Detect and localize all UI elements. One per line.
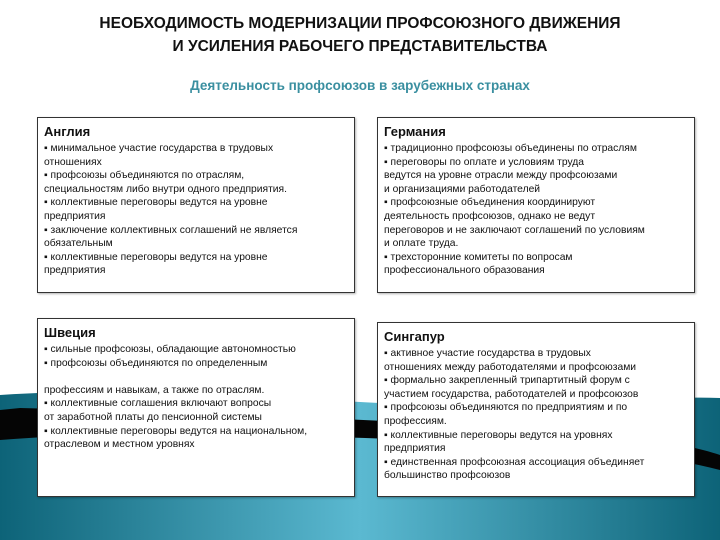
country-text: ▪ активное участие государства в трудовых отношениях между работодателями и профсоюзами ▪ формально закрепленный трипартитный форум с участием государства, работодателей и профсоюзов ▪ профсоюзы объединяются по предприятиям и по профессиям. ▪ коллективные переговоры ведутся на уровнях предприятия ▪ единственная профсоюзная ассоциация объединяет большинство профсоюзов [384, 348, 645, 482]
country-box-england [37, 117, 355, 293]
country-text: ▪ сильные профсоюзы, обладающие автономностью ▪ профсоюзы объединяются по определенным профессиям и навыкам, а также по отраслям. ▪ коллективные соглашения включают вопросы от заработной платы до пенсионной системы ▪ коллективные переговоры ведутся на национальном, отраслевом и местном уровнях [44, 344, 308, 451]
country-box-germany [377, 117, 695, 293]
slide-title: НЕОБХОДИМОСТЬ МОДЕРНИЗАЦИИ ПРОФСОЮЗНОГО ДВИЖЕНИЯ И УСИЛЕНИЯ РАБОЧЕГО ПРЕДСТАВИТЕЛЬСТВА [99, 15, 621, 55]
country-name: Германия [384, 124, 446, 139]
country-text: ▪ традиционно профсоюзы объединены по отраслям ▪ переговоры по оплате и условиям труда ведутся на уровне отрасли между профсоюзами и организациями работодателей ▪ профсоюзные объединения координируют деятельность профсоюзов, однако не ведут переговоров и не заключают соглашений по условиям и оплате труда. ▪ трехсторонние комитеты по вопросам профессионального образования [384, 143, 645, 277]
country-box-sweden [37, 318, 355, 497]
country-name: Швеция [44, 325, 96, 340]
slide-subtitle: Деятельность профсоюзов в зарубежных странах [190, 78, 530, 93]
country-name: Сингапур [384, 329, 445, 344]
country-name: Англия [44, 124, 91, 139]
country-box-singapore [377, 322, 695, 497]
country-text: ▪ минимальное участие государства в трудовых отношениях ▪ профсоюзы объединяются по отраслям, специальностям либо внутри одного предприятия. ▪ коллективные переговоры ведутся на уровне предприятия ▪ заключение коллективных соглашений не является обязательным ▪ коллективные переговоры ведутся на уровне предприятия [44, 143, 298, 277]
